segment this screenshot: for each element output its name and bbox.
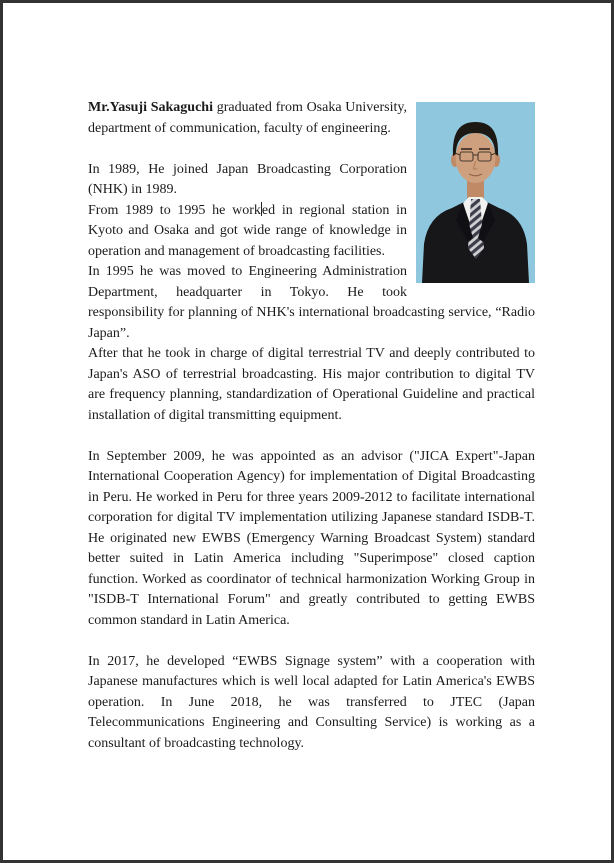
- bio-paragraph-jica-peru[interactable]: In September 2009, he was appointed as an advisor ("JICA Expert"-Japan International Cooperation Agency) for implementation of Digital Broadcasting in Peru. He worked in Peru for three years 2009-2012 to facilitate international corporation for digital TV implementation utilizing Japanese standard ISDB-T. He originated new EWBS (Emergency Warning Broadcast System) standard better suited in Latin America including "Superimpose" closed caption function. Worked as coordinator of technical harmonization Working Group in "ISDB-T International Forum" and greatly contributed to getting EWBS common standard in Latin America.: [88, 448, 535, 628]
- regional-text-after-cursor: ed in regional station in Kyoto and Osaka and got wide range of knowledge in operation and management of broadcasting facilities.: [88, 202, 407, 259]
- bio-paragraph-nhk-join[interactable]: In 1989, He joined Japan Broadcasting Corporation (NHK) in 1989.: [88, 161, 407, 197]
- document-page: [3, 3, 611, 754]
- portrait-photo[interactable]: [416, 102, 535, 283]
- person-name: Mr.Yasuji Sakaguchi: [88, 100, 213, 115]
- intro-text: graduated from Osaka University, department of communication, faculty of engineering.: [88, 100, 407, 136]
- bio-paragraph-tokyo[interactable]: In 1995 he was moved to Engineering Administration Department, headquarter in Tokyo. He took responsibility for planning of NHK's international broadcasting service, “Radio Japan”.: [88, 264, 535, 341]
- portrait-photo-graphic: [416, 102, 535, 283]
- regional-text-before-cursor: From 1989 to 1995 he work: [88, 202, 261, 218]
- bio-paragraph-digital-tv[interactable]: After that he took in charge of digital terrestrial TV and deeply contributed to Japan's ASO of terrestrial broadcasting. His major contribution to digital TV are frequency planning, standardization of Operational Guideline and practical installation of digital transmitting equipment.: [88, 346, 535, 423]
- bio-paragraph-ewbs-jtec[interactable]: In 2017, he developed “EWBS Signage system” with a cooperation with Japanese manufactures which is well local adapted for Latin America's EWBS operation. In June 2018, he was transferred to JTEC (Japan Telecommunications Engineering and Consulting Service) is working as a consultant of broadcasting technology.: [88, 653, 535, 751]
